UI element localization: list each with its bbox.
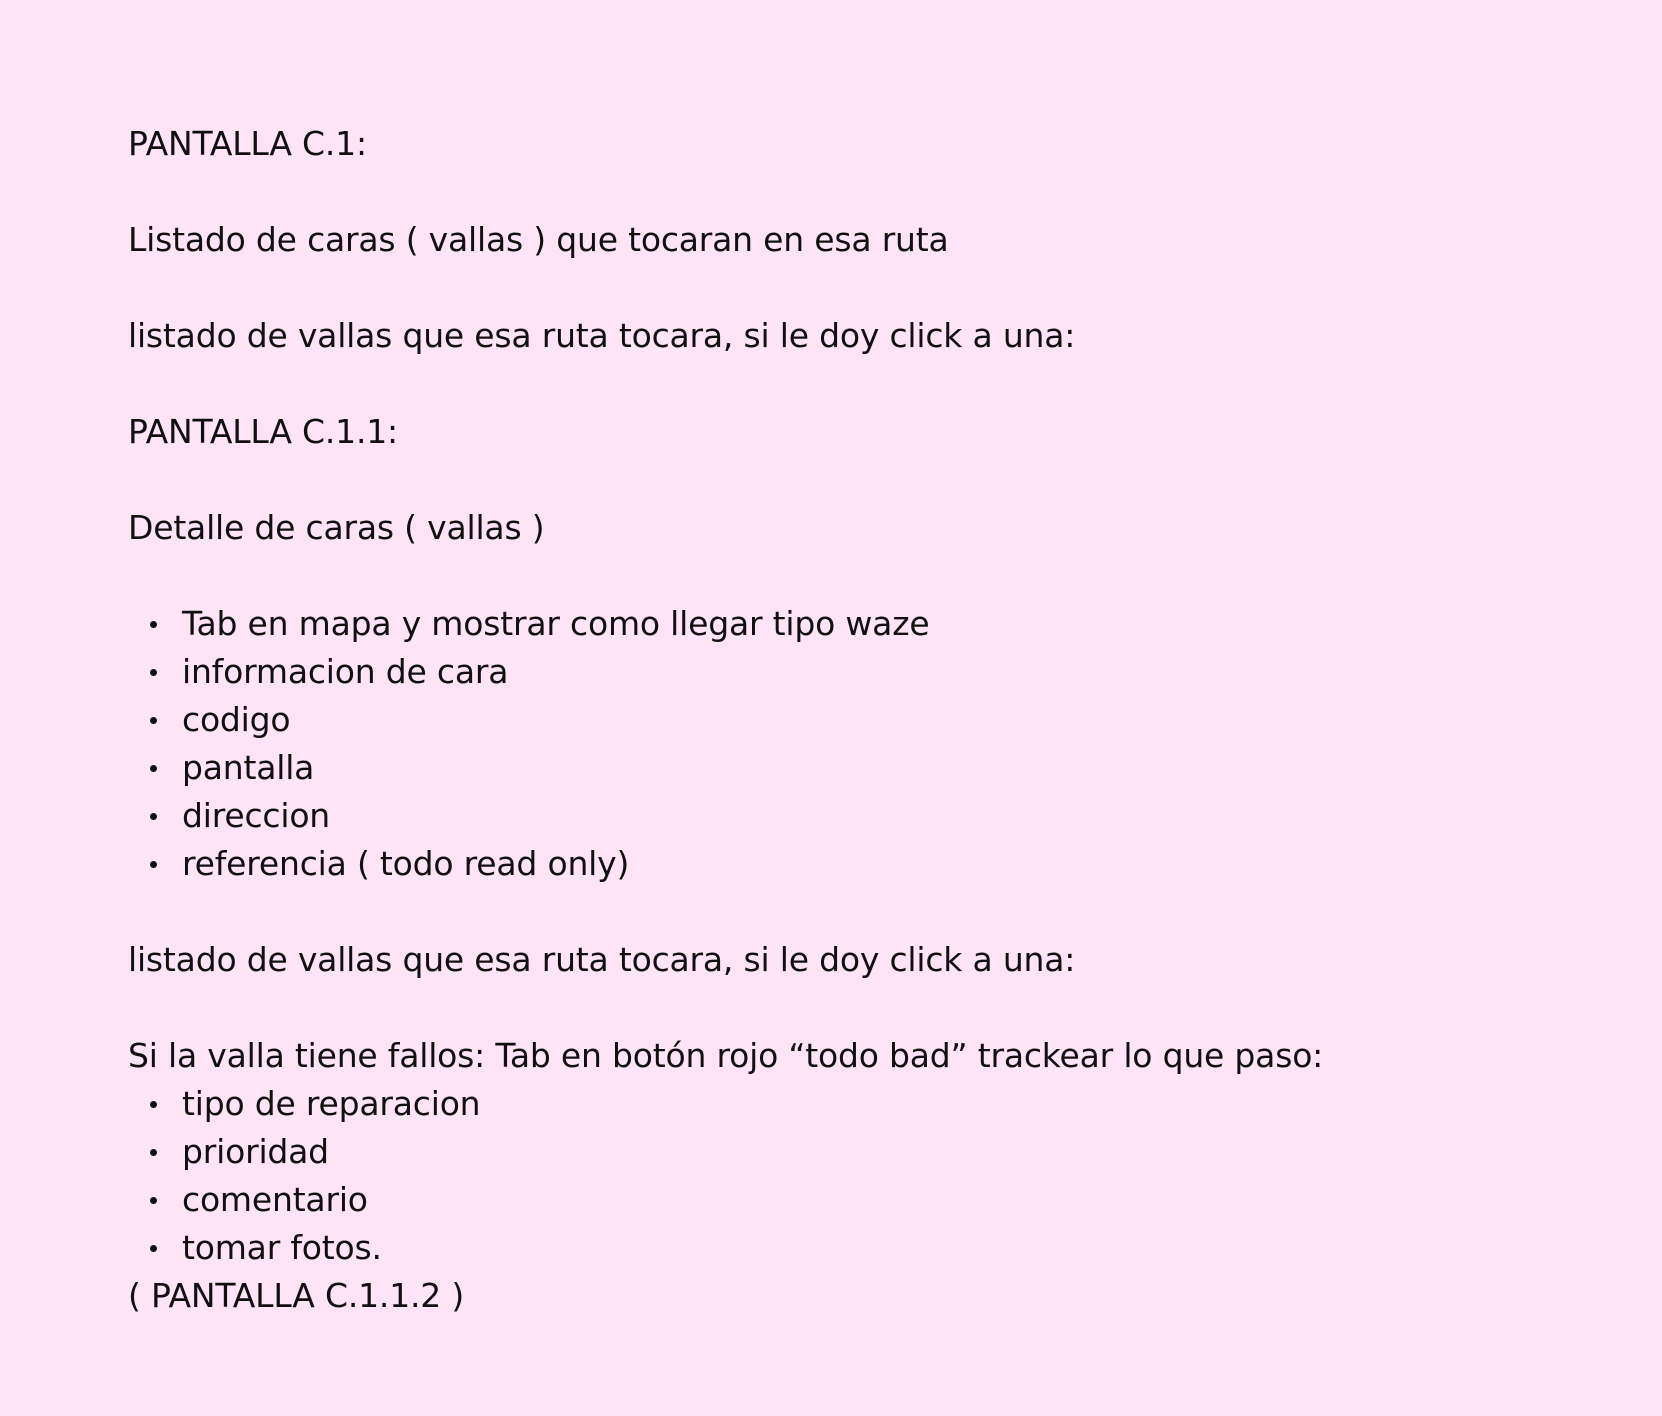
bullet-icon xyxy=(150,1101,157,1108)
bullet-icon xyxy=(150,1197,157,1204)
list-item xyxy=(128,1080,1588,1128)
document-body xyxy=(128,120,1588,1320)
spacer xyxy=(128,264,1588,312)
list-item-label: tipo de reparacion xyxy=(182,1084,481,1123)
bullet-icon xyxy=(150,669,157,676)
list-item xyxy=(128,792,1588,840)
bullet-icon xyxy=(150,1149,157,1156)
heading-pantalla-c1: PANTALLA C.1: xyxy=(128,124,367,163)
list-item xyxy=(128,744,1588,792)
faults-list xyxy=(128,1080,1588,1272)
heading-pantalla-c11: PANTALLA C.1.1: xyxy=(128,412,398,451)
list-item-label: pantalla xyxy=(182,748,315,787)
c1-note: listado de vallas que esa ruta tocara, si le doy click a una: xyxy=(128,316,1076,355)
spacer xyxy=(128,168,1588,216)
list-item xyxy=(128,1176,1588,1224)
list-item xyxy=(128,840,1588,888)
bullet-icon xyxy=(150,861,157,868)
spacer xyxy=(128,456,1588,504)
list-item-label: referencia ( todo read only) xyxy=(182,844,630,883)
c11-note: listado de vallas que esa ruta tocara, si le doy click a una: xyxy=(128,940,1076,979)
list-item xyxy=(128,600,1588,648)
bullet-icon xyxy=(150,1245,157,1252)
list-item xyxy=(128,648,1588,696)
list-item xyxy=(128,1128,1588,1176)
footer-reference: ( PANTALLA C.1.1.2 ) xyxy=(128,1276,465,1315)
c1-subtitle: Listado de caras ( vallas ) que tocaran en esa ruta xyxy=(128,220,949,259)
c11-detail-list xyxy=(128,600,1588,888)
list-item-label: comentario xyxy=(182,1180,368,1219)
spacer xyxy=(128,552,1588,600)
bullet-icon xyxy=(150,621,157,628)
list-item-label: informacion de cara xyxy=(182,652,509,691)
list-item-label: direccion xyxy=(182,796,331,835)
list-item xyxy=(128,1224,1588,1272)
list-item-label: Tab en mapa y mostrar como llegar tipo waze xyxy=(182,604,930,643)
spacer xyxy=(128,360,1588,408)
spacer xyxy=(128,888,1588,936)
bullet-icon xyxy=(150,813,157,820)
list-item-label: tomar fotos. xyxy=(182,1228,382,1267)
list-item-label: prioridad xyxy=(182,1132,329,1171)
bullet-icon xyxy=(150,717,157,724)
bullet-icon xyxy=(150,765,157,772)
spacer xyxy=(128,984,1588,1032)
c11-subtitle: Detalle de caras ( vallas ) xyxy=(128,508,545,547)
list-item xyxy=(128,696,1588,744)
faults-intro: Si la valla tiene fallos: Tab en botón rojo “todo bad” trackear lo que paso: xyxy=(128,1036,1324,1075)
list-item-label: codigo xyxy=(182,700,291,739)
